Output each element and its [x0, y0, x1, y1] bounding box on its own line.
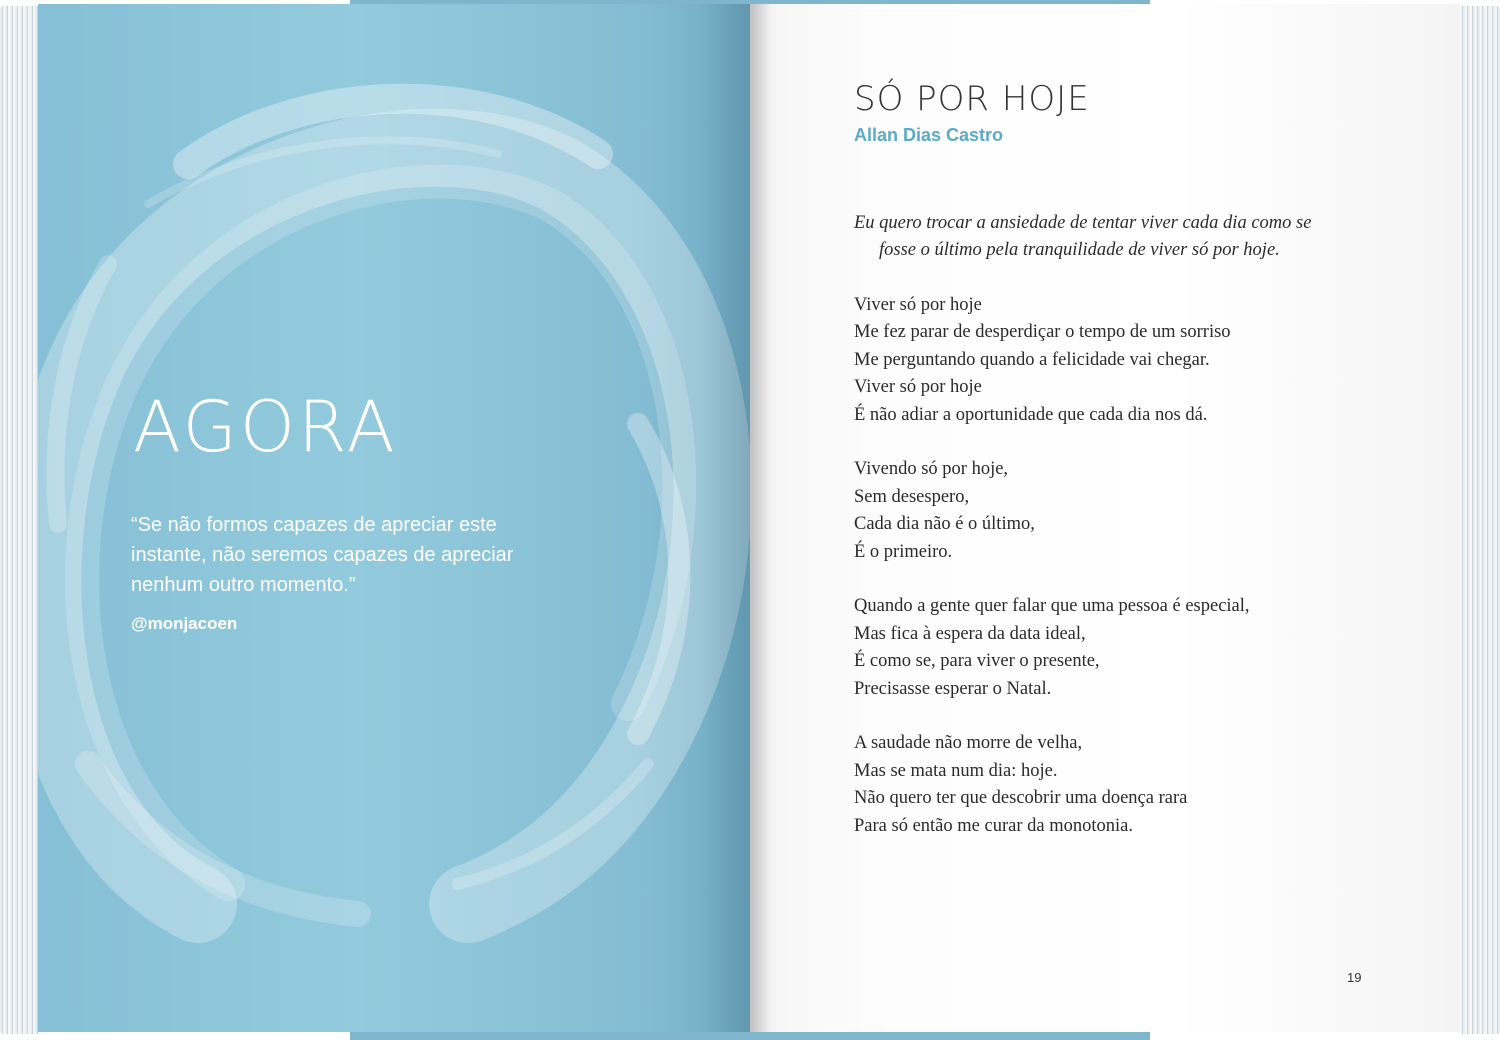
- poem-epigraph: [854, 210, 1374, 264]
- poem-line: Não quero ter que descobrir uma doença rara: [854, 788, 1188, 809]
- poem-line: Me fez parar de desperdiçar o tempo de um sorriso: [854, 322, 1231, 343]
- page-edges-right: [1460, 6, 1500, 1034]
- poem-line: A saudade não morre de velha,: [854, 733, 1083, 754]
- poem-line: Mas se mata num dia: hoje.: [854, 760, 1058, 781]
- epigraph-line: fosse o último pela tranquilidade de viver só por hoje.: [879, 240, 1280, 260]
- poem-line: É como se, para viver o presente,: [854, 651, 1100, 672]
- right-page: [750, 4, 1462, 1032]
- poem-line: Precisasse esperar o Natal.: [854, 678, 1052, 699]
- left-page-quote: “Se não formos capazes de apreciar este instante, não seremos capazes de apreciar nenhum outro momento.”: [131, 514, 514, 596]
- page-number: 19: [1347, 970, 1362, 985]
- epigraph-line: Eu quero trocar a ansiedade de tentar viver cada dia como se: [854, 213, 1312, 233]
- left-page-quote-author: @monjacoen: [131, 614, 238, 633]
- page-edges-left: [0, 6, 40, 1034]
- poem-line: Vivendo só por hoje,: [854, 459, 1009, 480]
- poem-body: [854, 292, 1414, 867]
- poem-stanza: [854, 730, 1414, 840]
- poem-line: Me perguntando quando a felicidade vai chegar.: [854, 349, 1210, 370]
- cover-edge-bottom: [350, 1032, 1150, 1040]
- poem-title: SÓ POR HOJE: [854, 79, 1090, 119]
- poem-line: É o primeiro.: [854, 541, 953, 562]
- poem-line: É não adiar a oportunidade que cada dia nos dá.: [854, 404, 1208, 425]
- poem-author: Allan Dias Castro: [854, 125, 1004, 145]
- poem-stanza: [854, 292, 1414, 429]
- poem-line: Cada dia não é o último,: [854, 514, 1035, 535]
- poem-line: Mas fica à espera da data ideal,: [854, 623, 1086, 644]
- poem-stanza: [854, 593, 1414, 703]
- poem-line: Para só então me curar da monotonia.: [854, 815, 1133, 836]
- poem-line: Viver só por hoje: [854, 377, 982, 398]
- poem-line: Sem desespero,: [854, 486, 970, 507]
- left-page-title: AGORA: [133, 386, 398, 468]
- left-page: [38, 4, 750, 1032]
- poem-line: Quando a gente quer falar que uma pessoa é especial,: [854, 596, 1250, 617]
- poem-line: Viver só por hoje: [854, 295, 982, 315]
- poem-stanza: [854, 456, 1414, 566]
